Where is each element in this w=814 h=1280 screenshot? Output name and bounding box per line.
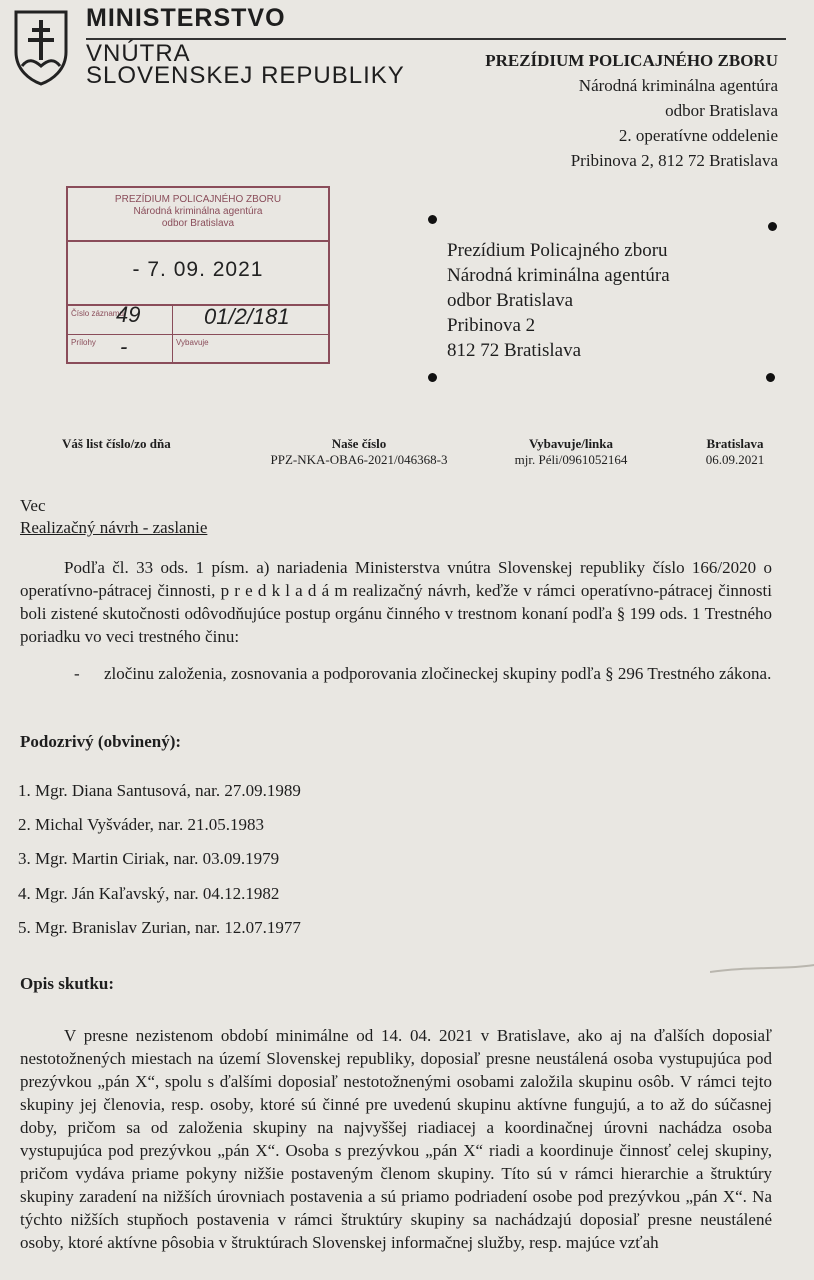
sender-address: Pribinova 2, 812 72 Bratislava — [570, 151, 778, 170]
stamp-handwritten-ref: 01/2/181 — [204, 304, 290, 329]
ref-place-date — [690, 436, 780, 468]
sender-section: 2. operatívne oddelenie — [618, 126, 778, 145]
recipient-line4: Pribinova 2 — [447, 315, 536, 336]
recipient-line2: Národná kriminálna agentúra — [447, 265, 670, 286]
ref-handles — [496, 436, 646, 468]
ministry-name-line2: VNÚTRA — [86, 40, 191, 67]
stamp-line3: odbor Bratislava — [161, 218, 235, 229]
address-corner-mark — [766, 373, 775, 382]
suspect-item: 1. Mgr. Diana Santusová, nar. 27.09.1989 — [18, 781, 301, 800]
stamp-date: - 7. 09. 2021 — [132, 258, 264, 281]
header-rule — [86, 38, 786, 40]
ref-your-letter — [62, 436, 171, 452]
recipient-line1: Prezídium Policajného zboru — [447, 240, 668, 261]
bullet-dash: - — [74, 664, 80, 683]
ref-our-number — [244, 436, 474, 468]
ref-place-label: Bratislava — [706, 436, 764, 451]
description-paragraph: V presne nezistenom období minimálne od 14. 04. 2021 v Bratislave, ako aj na ďalších doposiaľ nestotožnených miestach na území Slovenskej republiky, doposiaľ presne neustálená osoba vystupujúca pod prezývkou „pán X“, spolu s ďalšími doposiaľ nestotožnenými osobami založila skupinu osôb. V rámci tejto skupiny jej členovia, resp. osoby, ktoré sú činné pre uvedenú skupinu aktívne fungujú, a to až do súčasnej doby, pričom sa od založenia skupiny na najvyššej riadiacej a koordinačnej úrovni nachádza osoba vystupujúca pod prezývkou „pán X“. Osoba s prezývkou „pán X“ riadi a koordinuje činnosť celej skupiny, pričom vydáva priame pokyny nižšie postaveným členom skupiny. Títo sú v rámci hierarchie a štruktúry skupiny zaradení na nižších úrovniach postavenia a sú priamo podriadení osobe pod prezývkou „pán X“. Na týchto nižších stupňoch postavenia v rámci štruktúry skupiny sa nachádzajú doposiaľ presne neustálené osoby, ktoré aktívne pôsobia v štruktúrach Slovenskej informačnej služby, resp. majúce vzťah — [20, 1026, 772, 1252]
address-corner-mark — [428, 373, 437, 382]
address-corner-mark — [768, 222, 777, 231]
suspects-heading: Podozrivý (obvinený): — [20, 732, 182, 751]
stamp-handwritten-number: 49 — [116, 302, 141, 327]
stamp-line2: Národná kriminálna agentúra — [133, 206, 263, 217]
stamp-label-number: Číslo záznamu — [71, 309, 124, 318]
ref-our-number-value: PPZ-NKA-OBA6-2021/046368-3 — [270, 452, 448, 467]
ref-your-letter-label: Váš list číslo/zo dňa — [62, 436, 171, 451]
sender-block — [485, 48, 778, 173]
sender-department: odbor Bratislava — [665, 101, 778, 120]
subject-label: Vec — [20, 496, 46, 515]
subject-line: Realizačný návrh - zaslanie — [20, 518, 208, 537]
stamp-line1: PREZÍDIUM POLICAJNÉHO ZBORU — [114, 194, 282, 205]
bullet-text: zločinu založenia, zosnovania a podporovania zločineckej skupiny podľa § 296 Trestného zákona. — [104, 664, 772, 683]
stamp-label-attachments: Prílohy — [71, 338, 96, 347]
recipient-address — [447, 238, 670, 363]
registry-stamp — [66, 186, 330, 364]
suspect-item: 4. Mgr. Ján Kaľavský, nar. 04.12.1982 — [18, 884, 280, 903]
coat-of-arms-icon — [12, 8, 70, 86]
ref-handles-label: Vybavuje/linka — [528, 436, 614, 451]
recipient-line3: odbor Bratislava — [447, 290, 574, 311]
paper-fold-mark — [710, 960, 814, 980]
sender-presidium: PREZÍDIUM POLICAJNÉHO ZBORU — [485, 51, 778, 70]
address-corner-mark — [428, 215, 437, 224]
intro-paragraph: Podľa čl. 33 ods. 1 písm. a) nariadenia Ministerstva vnútra Slovenskej republiky číslo 166/2020 o operatívno-pátracej činnosti, p r e d k l a d á m realizačný návrh, keďže v rámci operatívno-pátracej činnosti boli zistené skutočnosti odôvodňujúce postup orgánu činného v trestnom konaní podľa § 199 ods. 1 Trestného poriadku vo veci trestného činu: — [20, 558, 772, 646]
sender-agency: Národná kriminálna agentúra — [578, 76, 778, 95]
stamp-handwritten-attachments: - — [120, 334, 128, 359]
ministry-name-line1: MINISTERSTVO — [86, 4, 286, 32]
ref-our-number-label: Naše číslo — [331, 436, 387, 451]
description-heading: Opis skutku: — [20, 974, 115, 993]
ref-handles-value: mjr. Péli/0961052164 — [514, 452, 628, 467]
ref-date-value: 06.09.2021 — [705, 452, 765, 467]
suspect-item: 2. Michal Vyšváder, nar. 21.05.1983 — [18, 815, 264, 834]
ministry-name-line3: SLOVENSKEJ REPUBLIKY — [86, 62, 405, 89]
stamp-header — [68, 194, 328, 230]
suspect-item: 3. Mgr. Martin Ciriak, nar. 03.09.1979 — [18, 849, 280, 868]
stamp-label-handles: Vybavuje — [176, 338, 209, 347]
suspect-item: 5. Mgr. Branislav Zurian, nar. 12.07.1977 — [18, 918, 301, 937]
recipient-line5: 812 72 Bratislava — [447, 340, 582, 361]
